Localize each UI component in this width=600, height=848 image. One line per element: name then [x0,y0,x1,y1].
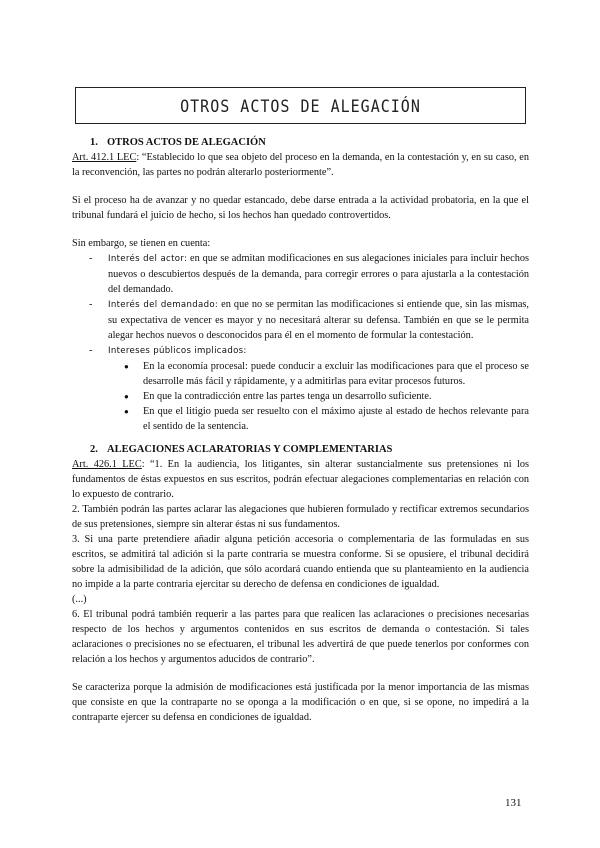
section-1-intro: Sin embargo, se tienen en cuenta: [72,238,211,249]
article-426-para-3: 3. Si una parte pretendiere añadir alguna petición accesoria o complementaria de las formuladas en sus escritos, se admitirá tal adición si la parte contraria se muestra conforme. Si se opusiere, el tribunal decidirá sobre la admisibilidad de la adición, que sólo acordará cuando entienda que su planteamiento en la audiencia no impide a la parte contraria ejercitar su derecho de defensa en condiciones de igualdad. [72,534,529,590]
section-2-closing: Se caracteriza porque la admisión de modificaciones está justificada por la menor importancia de las mismas que consiste en que la contraparte no se oponga a la modificación o en que, si se opone, no impedirá a la contraparte ejercer su defensa en condiciones de igualdad. [72,682,529,723]
article-426-ellipsis: (...) [72,594,87,605]
title-box [75,87,526,124]
list-item-lead: Intereses públicos implicados: [108,346,247,356]
section-2-article [72,457,529,502]
list-item-lead: Interés del demandado: [108,300,219,310]
article-426-para-2: 2. También podrán las partes aclarar las alegaciones que hubieren formulado y rectificar extremos secundarios de sus pretensiones, siempre sin alterar éstas ni sus fundamentos. [72,504,529,530]
list-item [72,297,529,343]
list-item [72,251,529,297]
article-426-ref: Art. 426.1 LEC [72,459,142,470]
article-426-para-6: 6. El tribunal podrá también requerir a las partes para que realicen las aclaraciones o precisiones necesarias respecto de los hechos y argumentos contenidos en sus escritos de demanda o contestación. Si tales aclaraciones o precisiones no se efectuaren, el tribunal les advertirá de que puede tenerlos por conformes con relación a los hechos y argumentos aducidos de contrario”. [72,609,529,665]
section-2-heading [72,442,529,457]
list-item-text: en que se admitan modificaciones en sus alegaciones iniciales para incluir hechos nuevos o descubiertos después de la demanda, para corregir errores o para ajustarla a la contestación del demandado. [108,253,529,295]
bullet-item: ● En que la contradicción entre las partes tenga un desarrollo suficiente. [108,389,529,404]
section-2-title: ALEGACIONES ACLARATORIAS Y COMPLEMENTARIAS [107,444,393,455]
page-number: 131 [505,797,522,809]
article-426-text: : “1. En la audiencia, los litigantes, sin alterar sustancialmente sus pretensiones ni los fundamentos de éstas expuestos en sus escritos, podrán efectuar alegaciones complementarias en relación con lo expuesto de contrario. [72,459,529,500]
list-item [72,343,529,434]
bullet-item: ● En que el litigio pueda ser resuelto con el máximo ajuste al estado de hechos relevante para el sentido de la sentencia. [108,404,529,434]
list-item-lead: Interés del actor: [108,254,188,264]
section-2-number: 2. [90,444,98,455]
bullet-item: ● En la economía procesal: puede conducir a excluir las modificaciones para que el proceso se desarrolle más fácil y rápidamente, y a admitirlas para evitar procesos futuros. [108,359,529,389]
document-body [72,135,529,725]
section-1-title: OTROS ACTOS DE ALEGACIÓN [107,137,266,148]
list-item-text: en que no se permitan las modificaciones si entiende que, sin las mismas, su expectativa de vencer es mayor y no necesitará alterar su defensa. También en que se le permita alegar hechos nuevos o desconocidos para él en el momento de formular la contestación. [108,299,529,341]
interests-list [72,251,529,434]
section-1-number: 1. [90,137,98,148]
section-1-heading [72,135,529,150]
article-412-text: : “Establecido lo que sea objeto del proceso en la demanda, en la contestación y, en su caso, en la reconvención, las partes no podrán alterarlo posteriormente”. [72,152,529,178]
article-412-ref: Art. 412.1 LEC [72,152,137,163]
section-1-article [72,150,529,180]
page-title: OTROS ACTOS DE ALEGACIÓN [180,95,421,116]
section-1-para-1: Si el proceso ha de avanzar y no quedar estancado, debe darse entrada a la actividad probatoria, en la que el tribunal fundará el juicio de hecho, si los hechos han quedado controvertidos. [72,195,529,221]
public-interests-list [108,359,529,434]
